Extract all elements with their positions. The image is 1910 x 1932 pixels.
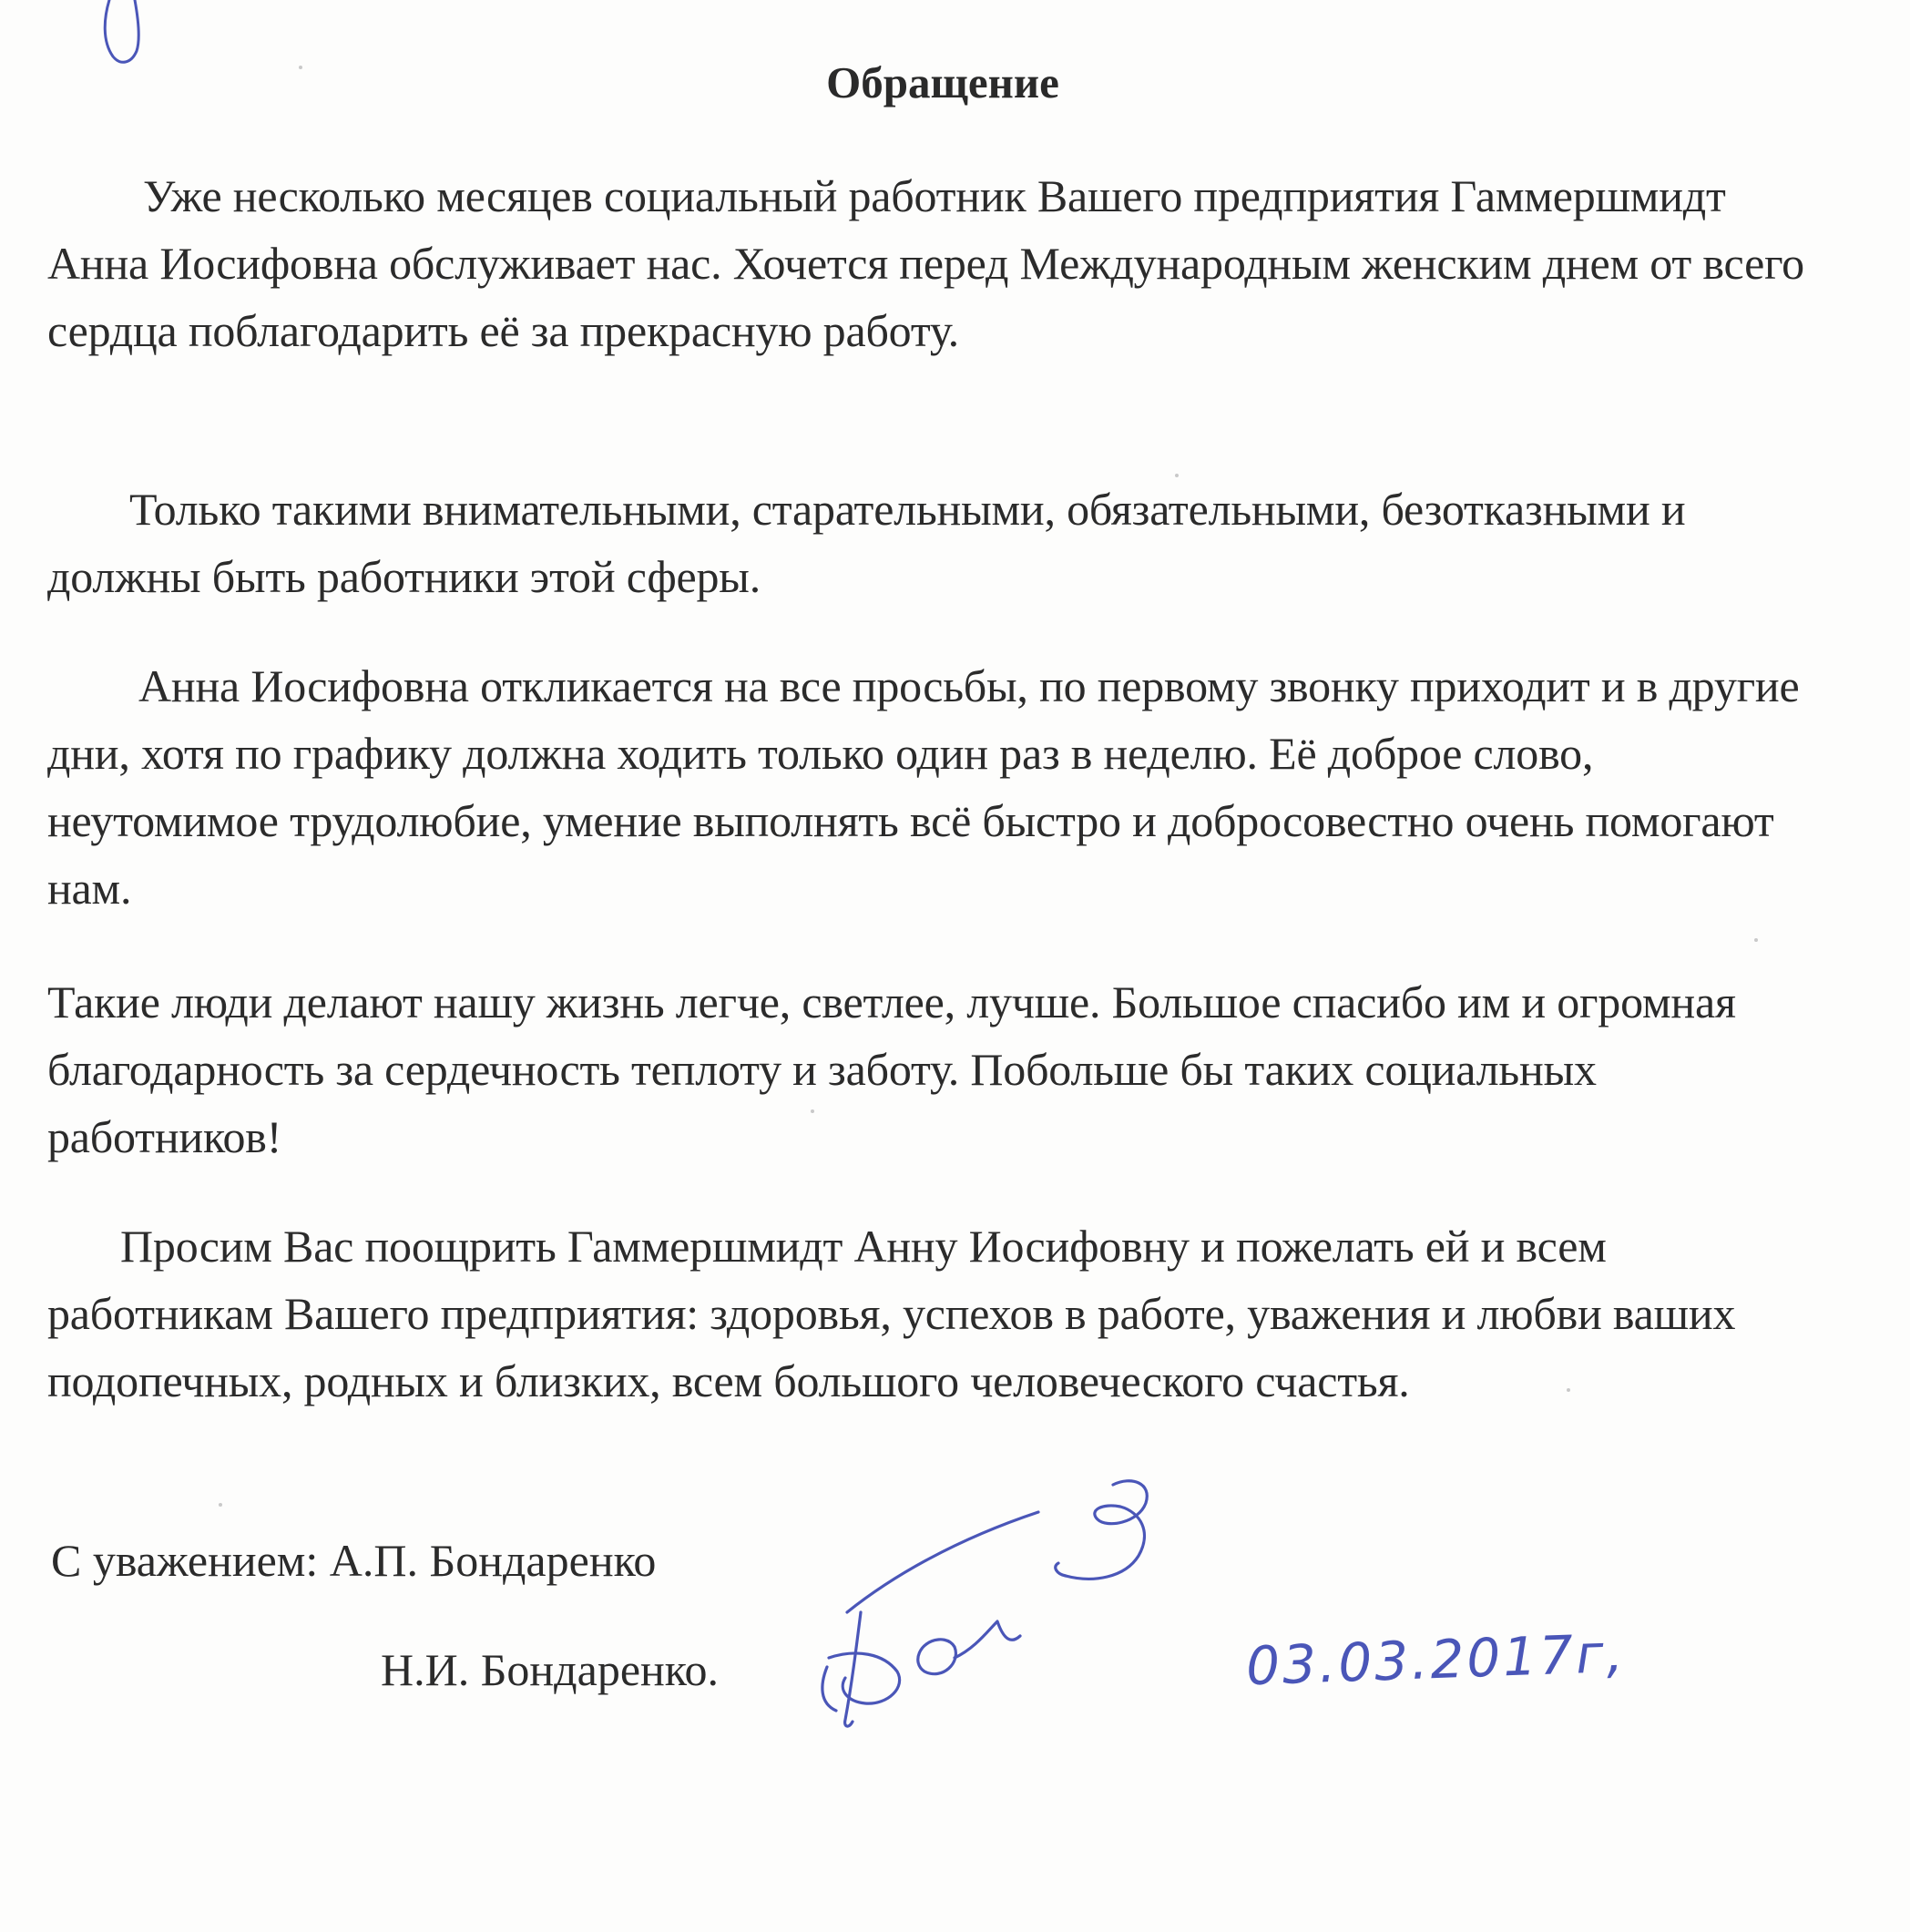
paragraph-1: Уже несколько месяцев социальный работник Вашего предприятия Гаммершмидт Анна Иосифовна обслуживает нас. Хочется перед Международным женским днем от всего сердца поблагодарить её за прекрасную работу. [47,170,1804,356]
closing-line-2: Н.И. Бондаренко. [381,1644,720,1695]
handwritten-date: 03.03.2017г, [1244,1621,1628,1698]
scan-speck [1175,474,1179,477]
scan-speck [1754,938,1758,942]
scan-speck [1567,1388,1570,1392]
scan-speck [299,66,302,69]
closing-line-1: С уважением: А.П. Бондаренко [51,1535,657,1586]
paragraph-5: Просим Вас поощрить Гаммершмидт Анну Иосифовну и пожелать ей и всем работникам Вашего предприятия: здоровья, успехов в работе, уважения и любви ваших подопечных, родных и близких, всем большого человеческого счастья. [47,1221,1736,1406]
scan-speck [219,1503,222,1507]
letter-title: Обращение [826,57,1059,107]
paragraph-4: Такие люди делают нашу жизнь легче, светлее, лучше. Большое спасибо им и огромная благодарность за сердечность теплоту и заботу. Побольше бы таких социальных работников! [47,976,1736,1162]
paragraph-3: Анна Иосифовна откликается на все просьбы, по первому звонку приходит и в другие дни, хотя по графику должна ходить только один раз в неделю. Её доброе слово, неутомимое трудолюбие, умение выполнять всё быстро и добросовестно очень помогают нам. [47,660,1800,914]
paragraph-2: Только такими внимательными, старательными, обязательными, безотказными и должны быть работники этой сферы. [47,484,1686,602]
handwritten-signature [792,1476,1193,1740]
scan-speck [811,1109,814,1113]
